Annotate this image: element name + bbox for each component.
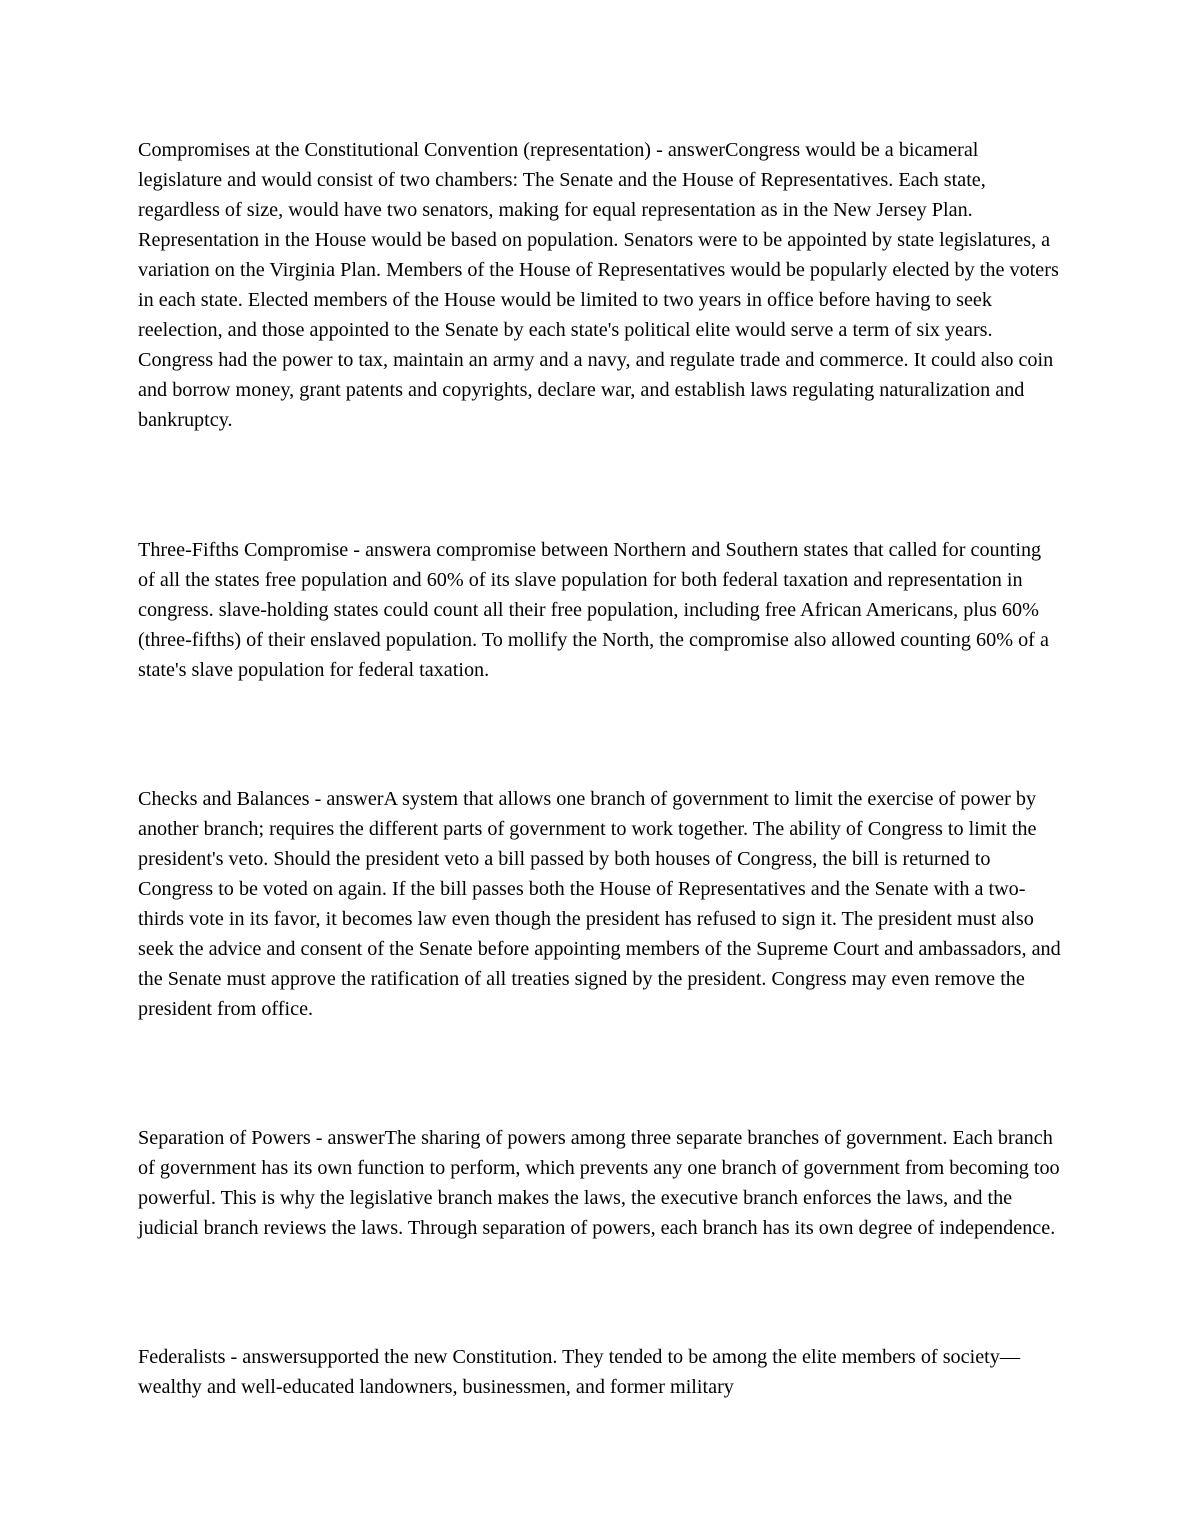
flashcard-entry-checks-balances: Checks and Balances - answerA system that allows one branch of government to limit the exercise of power by another branch; requires the different parts of government to work together. The ability of Congress to limit the president's veto. Should the president veto a bill passed by both houses of Congress, the bill is returned to Congress to be voted on again. If the bill passes both the House of Representatives and the Senate with a two-thirds vote in its favor, it becomes law even though the president has refused to sign it. The president must also seek the advice and consent of the Senate before appointing members of the Supreme Court and ambassadors, and the Senate must approve the ratification of all treaties signed by the president. Congress may even remove the president from office. [138,788,1061,1020]
flashcard-entry-three-fifths: Three-Fifths Compromise - answera compromise between Northern and Southern states that called for counting of all the states free population and 60% of its slave population for both federal taxation and representation in congress. slave-holding states could count all their free population, including free African Americans, plus 60% (three-fifths) of their enslaved population. To mollify the North, the compromise also allowed counting 60% of a state's slave population for federal taxation. [138,539,1049,681]
flashcard-entry-federalists: Federalists - answersupported the new Constitution. They tended to be among the elite members of society—wealthy and well-educated landowners, businessmen, and former military [138,1346,1021,1398]
flashcard-entry-compromises: Compromises at the Constitutional Convention (representation) - answerCongress would be a bicameral legislature and would consist of two chambers: The Senate and the House of Representatives. Each state, regardless of size, would have two senators, making for equal representation as in the New Jersey Plan. Representation in the House would be based on population. Senators were to be appointed by state legislatures, a variation on the Virginia Plan. Members of the House of Representatives would be popularly elected by the voters in each state. Elected members of the House would be limited to two years in office before having to seek reelection, and those appointed to the Senate by each state's political elite would serve a term of six years. Congress had the power to tax, maintain an army and a navy, and regulate trade and commerce. It could also coin and borrow money, grant patents and copyrights, declare war, and establish laws regulating naturalization and bankruptcy. [138,139,1059,431]
flashcard-entry-separation-powers: Separation of Powers - answerThe sharing of powers among three separate branches of government. Each branch of government has its own function to perform, which prevents any one branch of government from becoming too powerful. This is why the legislative branch makes the laws, the executive branch enforces the laws, and the judicial branch reviews the laws. Through separation of powers, each branch has its own degree of independence. [138,1127,1060,1239]
